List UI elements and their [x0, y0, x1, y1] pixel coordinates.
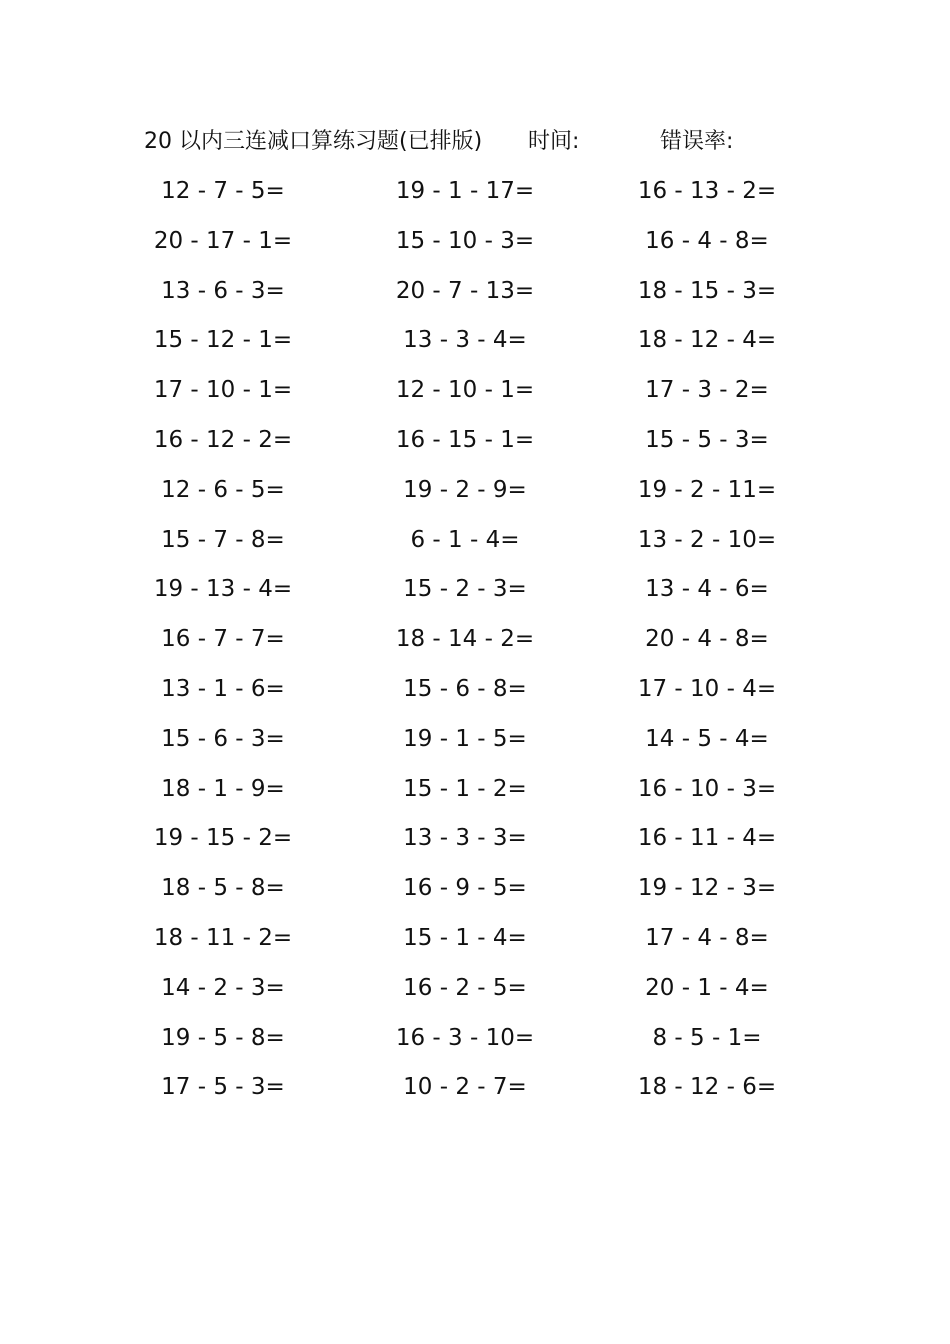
- problem-row: [0, 274, 950, 324]
- problem-row: [0, 921, 950, 971]
- problem-row: [0, 423, 950, 473]
- problem-item: 15 - 12 - 1=: [153, 327, 293, 354]
- problem-item: 15 - 7 - 8=: [161, 526, 285, 553]
- problem-row: [0, 1021, 950, 1071]
- problem-row: [0, 523, 950, 573]
- problem-item: 19 - 2 - 9=: [403, 476, 527, 503]
- problem-item: 13 - 4 - 6=: [645, 576, 769, 603]
- problem-item: 12 - 7 - 5=: [161, 178, 285, 204]
- problem-item: 18 - 5 - 8=: [161, 875, 285, 902]
- problem-item: 20 - 17 - 1=: [153, 227, 293, 254]
- problem-item: 18 - 11 - 2=: [153, 924, 293, 951]
- problem-item: 16 - 10 - 3=: [637, 775, 777, 802]
- problem-item: 16 - 7 - 7=: [161, 626, 285, 653]
- problem-item: 20 - 7 - 13=: [395, 277, 535, 304]
- problem-item: 15 - 5 - 3=: [645, 426, 769, 453]
- problem-item: 16 - 11 - 4=: [637, 825, 777, 852]
- problem-row: [0, 373, 950, 423]
- problem-item: 15 - 10 - 3=: [395, 227, 535, 254]
- problem-item: 16 - 3 - 10=: [395, 1024, 535, 1051]
- problem-item: 16 - 12 - 2=: [153, 426, 293, 453]
- problem-item: 18 - 14 - 2=: [395, 626, 535, 653]
- problem-row: [0, 622, 950, 672]
- problem-item: 12 - 10 - 1=: [395, 377, 535, 404]
- problem-item: 17 - 3 - 2=: [645, 377, 769, 404]
- problem-item: 15 - 6 - 3=: [161, 725, 285, 752]
- problem-item: 13 - 2 - 10=: [637, 526, 777, 553]
- problem-row: [0, 871, 950, 921]
- problem-item: 16 - 13 - 2=: [637, 178, 777, 204]
- problem-item: 19 - 15 - 2=: [153, 825, 293, 852]
- problem-item: 19 - 1 - 5=: [403, 725, 527, 752]
- problem-item: 15 - 6 - 8=: [403, 675, 527, 702]
- problem-item: 12 - 6 - 5=: [161, 476, 285, 503]
- time-label: 时间:: [528, 129, 580, 154]
- problem-item: 19 - 12 - 3=: [637, 875, 777, 902]
- problem-item: 18 - 12 - 4=: [637, 327, 777, 354]
- problem-item: 10 - 2 - 7=: [403, 1074, 527, 1101]
- problem-row: [0, 722, 950, 772]
- problem-item: 6 - 1 - 4=: [410, 526, 520, 553]
- problem-row: [0, 224, 950, 274]
- problem-item: 13 - 6 - 3=: [161, 277, 285, 304]
- problem-item: 20 - 4 - 8=: [645, 626, 769, 653]
- problem-row: [0, 1070, 950, 1120]
- problem-item: 8 - 5 - 1=: [652, 1024, 762, 1051]
- problem-row: [0, 971, 950, 1021]
- problem-item: 19 - 5 - 8=: [161, 1024, 285, 1051]
- problem-item: 13 - 3 - 4=: [403, 327, 527, 354]
- problem-item: 18 - 15 - 3=: [637, 277, 777, 304]
- problem-item: 16 - 15 - 1=: [395, 426, 535, 453]
- problem-item: 15 - 2 - 3=: [403, 576, 527, 603]
- problem-item: 17 - 4 - 8=: [645, 924, 769, 951]
- error-rate-label: 错误率:: [660, 129, 734, 154]
- problem-item: 13 - 3 - 3=: [403, 825, 527, 852]
- problem-item: 17 - 5 - 3=: [161, 1074, 285, 1101]
- problem-item: 19 - 1 - 17=: [395, 178, 535, 204]
- problem-item: 16 - 4 - 8=: [645, 227, 769, 254]
- problem-item: 17 - 10 - 4=: [637, 675, 777, 702]
- problem-row: [0, 772, 950, 822]
- problem-item: 17 - 10 - 1=: [153, 377, 293, 404]
- problem-item: 19 - 2 - 11=: [637, 476, 777, 503]
- problem-row: [0, 572, 950, 622]
- problem-row: [0, 473, 950, 523]
- problem-row: [0, 174, 950, 224]
- problem-grid: [0, 174, 950, 1120]
- problem-item: 19 - 13 - 4=: [153, 576, 293, 603]
- problem-item: 15 - 1 - 2=: [403, 775, 527, 802]
- problem-item: 18 - 1 - 9=: [161, 775, 285, 802]
- problem-item: 20 - 1 - 4=: [645, 974, 769, 1001]
- problem-item: 13 - 1 - 6=: [161, 675, 285, 702]
- problem-row: [0, 821, 950, 871]
- problem-item: 16 - 2 - 5=: [403, 974, 527, 1001]
- problem-row: [0, 672, 950, 722]
- problem-item: 16 - 9 - 5=: [403, 875, 527, 902]
- worksheet-header: [144, 124, 804, 160]
- problem-item: 14 - 2 - 3=: [161, 974, 285, 1001]
- worksheet-title: 20 以内三连减口算练习题(已排版): [144, 129, 483, 154]
- problem-row: [0, 323, 950, 373]
- problem-item: 15 - 1 - 4=: [403, 924, 527, 951]
- problem-item: 18 - 12 - 6=: [637, 1074, 777, 1101]
- problem-item: 14 - 5 - 4=: [645, 725, 769, 752]
